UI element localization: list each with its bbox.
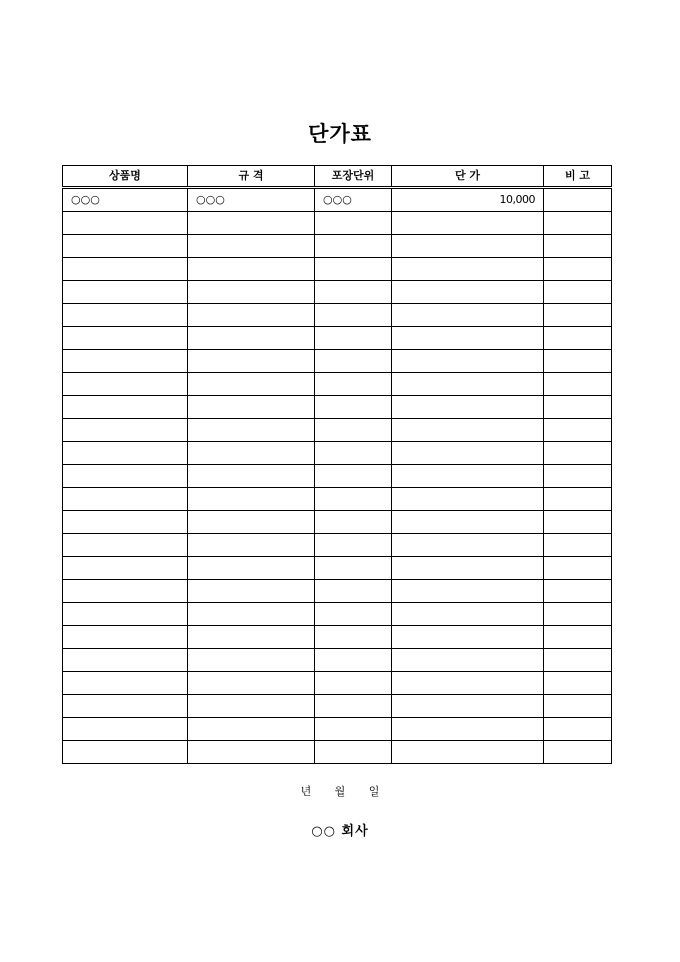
cell-unit-price: 10,000 [392,188,544,212]
cell-specification: ○○○ [188,188,315,212]
cell-product-name [63,672,188,695]
header-product-name: 상품명 [63,166,188,188]
cell-package-unit [315,488,392,511]
cell-unit-price [392,718,544,741]
date-line: 년 월 일 [300,785,380,798]
table-row [63,235,612,258]
cell-remarks [544,534,612,557]
cell-specification [188,396,315,419]
table-row [63,488,612,511]
cell-remarks [544,626,612,649]
cell-unit-price [392,580,544,603]
cell-package-unit [315,741,392,764]
cell-product-name [63,465,188,488]
cell-unit-price [392,373,544,396]
cell-remarks [544,603,612,626]
table-row [63,350,612,373]
cell-specification [188,649,315,672]
table-row [63,534,612,557]
cell-unit-price [392,603,544,626]
cell-product-name [63,442,188,465]
cell-package-unit [315,649,392,672]
table-row [63,442,612,465]
table-header-row [63,166,612,188]
cell-unit-price [392,465,544,488]
cell-unit-price [392,419,544,442]
cell-package-unit [315,672,392,695]
cell-package-unit [315,603,392,626]
cell-specification [188,212,315,235]
table-row [63,258,612,281]
cell-package-unit [315,373,392,396]
cell-product-name [63,649,188,672]
cell-package-unit [315,580,392,603]
cell-product-name [63,350,188,373]
cell-package-unit [315,258,392,281]
cell-remarks [544,580,612,603]
cell-remarks [544,718,612,741]
cell-specification [188,304,315,327]
table-row [63,327,612,350]
cell-unit-price [392,488,544,511]
table-row [63,212,612,235]
cell-package-unit [315,281,392,304]
table-body [63,188,612,764]
cell-product-name [63,603,188,626]
cell-specification [188,281,315,304]
cell-package-unit [315,465,392,488]
cell-unit-price [392,258,544,281]
cell-specification [188,511,315,534]
cell-remarks [544,695,612,718]
cell-product-name [63,396,188,419]
cell-specification [188,695,315,718]
cell-package-unit [315,718,392,741]
cell-package-unit [315,350,392,373]
table-row [63,511,612,534]
cell-product-name [63,281,188,304]
cell-remarks [544,649,612,672]
cell-remarks [544,188,612,212]
cell-specification [188,580,315,603]
cell-product-name [63,718,188,741]
cell-product-name [63,511,188,534]
table-row [63,373,612,396]
table-row [63,557,612,580]
table-row [63,465,612,488]
cell-remarks [544,511,612,534]
cell-package-unit [315,304,392,327]
cell-package-unit [315,327,392,350]
header-specification: 규 격 [188,166,315,188]
cell-package-unit [315,442,392,465]
cell-remarks [544,327,612,350]
cell-product-name [63,419,188,442]
cell-unit-price [392,511,544,534]
table-row [63,188,612,212]
cell-specification [188,350,315,373]
cell-remarks [544,557,612,580]
cell-remarks [544,419,612,442]
cell-specification [188,258,315,281]
cell-package-unit [315,695,392,718]
table-row [63,603,612,626]
table-row [63,741,612,764]
cell-remarks [544,741,612,764]
table-row [63,281,612,304]
table-row [63,672,612,695]
cell-package-unit [315,212,392,235]
cell-remarks [544,350,612,373]
header-unit-price: 단 가 [392,166,544,188]
document-title: 단가표 [308,122,372,146]
cell-product-name [63,373,188,396]
table-row [63,649,612,672]
table-row [63,626,612,649]
cell-specification [188,741,315,764]
cell-product-name [63,626,188,649]
cell-remarks [544,672,612,695]
table-row [63,304,612,327]
cell-specification [188,557,315,580]
cell-remarks [544,281,612,304]
price-table [62,165,612,764]
cell-product-name [63,741,188,764]
header-remarks: 비 고 [544,166,612,188]
cell-product-name: ○○○ [63,188,188,212]
cell-specification [188,488,315,511]
cell-remarks [544,465,612,488]
cell-product-name [63,235,188,258]
table-row [63,695,612,718]
cell-remarks [544,373,612,396]
cell-package-unit [315,534,392,557]
table-row [63,396,612,419]
cell-remarks [544,235,612,258]
cell-package-unit [315,626,392,649]
cell-package-unit [315,557,392,580]
cell-product-name [63,580,188,603]
cell-unit-price [392,534,544,557]
cell-unit-price [392,695,544,718]
cell-product-name [63,258,188,281]
cell-remarks [544,212,612,235]
cell-product-name [63,327,188,350]
cell-unit-price [392,235,544,258]
cell-unit-price [392,281,544,304]
company-name: ○○ 회사 [311,824,369,839]
cell-unit-price [392,396,544,419]
cell-package-unit [315,419,392,442]
cell-remarks [544,488,612,511]
cell-package-unit [315,235,392,258]
cell-unit-price [392,741,544,764]
cell-remarks [544,396,612,419]
cell-unit-price [392,672,544,695]
cell-remarks [544,304,612,327]
cell-package-unit [315,396,392,419]
cell-unit-price [392,350,544,373]
header-package-unit: 포장단위 [315,166,392,188]
cell-remarks [544,442,612,465]
cell-unit-price [392,327,544,350]
cell-package-unit: ○○○ [315,188,392,212]
cell-specification [188,672,315,695]
table-row [63,718,612,741]
cell-product-name [63,695,188,718]
cell-package-unit [315,511,392,534]
cell-unit-price [392,557,544,580]
cell-unit-price [392,212,544,235]
table-row [63,580,612,603]
cell-specification [188,626,315,649]
cell-specification [188,373,315,396]
cell-specification [188,603,315,626]
cell-specification [188,327,315,350]
cell-product-name [63,557,188,580]
cell-specification [188,442,315,465]
cell-unit-price [392,442,544,465]
cell-specification [188,419,315,442]
cell-specification [188,235,315,258]
cell-unit-price [392,649,544,672]
cell-specification [188,465,315,488]
cell-product-name [63,212,188,235]
table-row [63,419,612,442]
cell-product-name [63,304,188,327]
cell-specification [188,718,315,741]
cell-remarks [544,258,612,281]
cell-product-name [63,488,188,511]
cell-specification [188,534,315,557]
cell-unit-price [392,626,544,649]
cell-product-name [63,534,188,557]
cell-unit-price [392,304,544,327]
